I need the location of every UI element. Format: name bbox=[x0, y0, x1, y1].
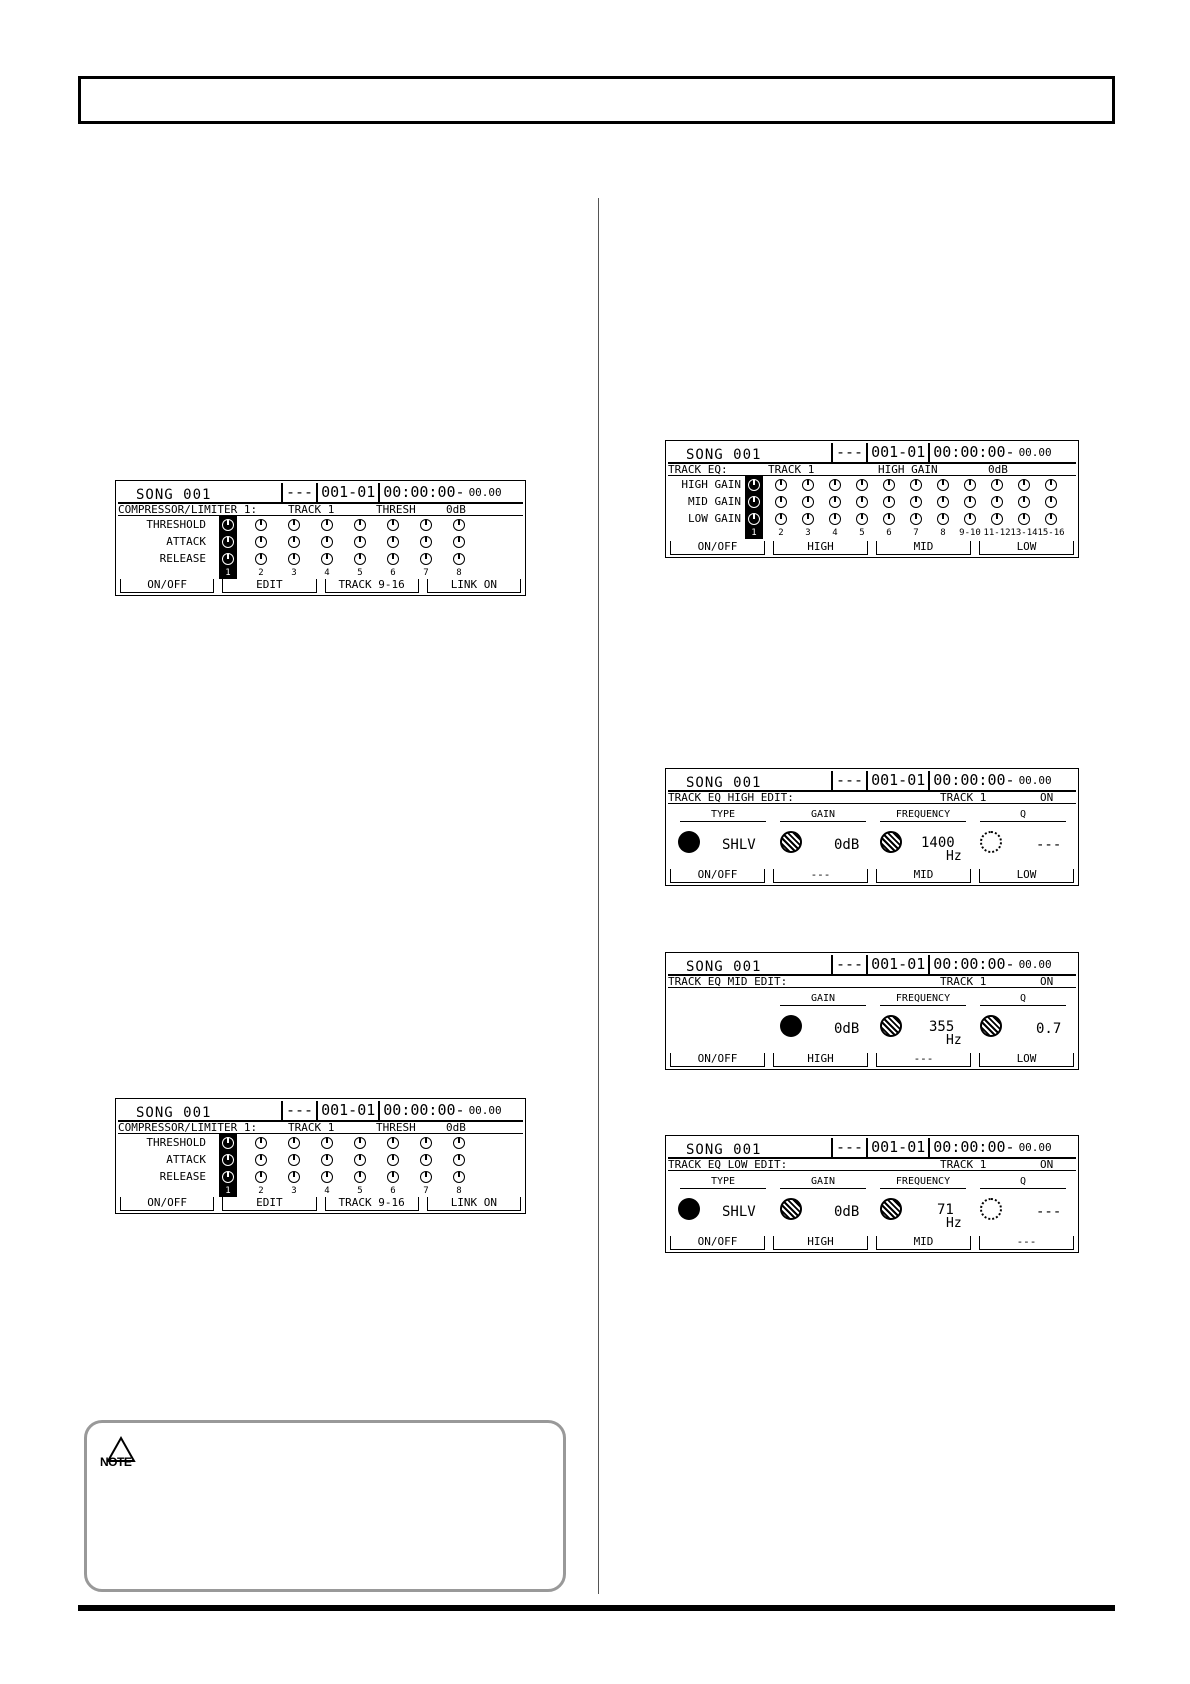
channel-knob-icon[interactable] bbox=[991, 513, 1003, 525]
channel-knob-icon[interactable] bbox=[964, 496, 976, 508]
channel-knob-icon[interactable] bbox=[453, 553, 465, 565]
q-header: Q bbox=[980, 1176, 1066, 1189]
channel-number: 3 bbox=[291, 568, 297, 578]
channel-knob-icon[interactable] bbox=[420, 1154, 432, 1166]
channel-knob-icon[interactable] bbox=[288, 519, 300, 531]
q-knob-icon[interactable] bbox=[980, 1198, 1002, 1220]
channel-knob-icon[interactable] bbox=[354, 1137, 366, 1149]
q-value: --- bbox=[1036, 1204, 1062, 1220]
row-label-3: RELEASE bbox=[159, 1170, 206, 1183]
gain-knob-icon[interactable] bbox=[780, 1015, 802, 1037]
fkey-1[interactable]: ON/OFF bbox=[120, 579, 214, 593]
channel-knob-icon[interactable] bbox=[883, 479, 895, 491]
gain-knob-icon[interactable] bbox=[780, 1198, 802, 1220]
timecode-display: 00:00:00- bbox=[378, 1101, 467, 1120]
row-label-1: THRESHOLD bbox=[146, 1136, 206, 1149]
channel-knob-icon[interactable] bbox=[856, 496, 868, 508]
channel-knob-icon[interactable] bbox=[222, 1154, 234, 1166]
fkey-4[interactable]: --- bbox=[979, 1236, 1074, 1250]
fkey-2[interactable]: HIGH bbox=[773, 1236, 868, 1250]
channel-knob-icon[interactable] bbox=[802, 513, 814, 525]
param-label: THRESH bbox=[376, 503, 416, 516]
function-key-bar bbox=[120, 1197, 521, 1211]
gain-header: GAIN bbox=[780, 993, 866, 1006]
fkey-2[interactable]: --- bbox=[773, 869, 868, 883]
channel-number: 13-14 bbox=[1010, 528, 1038, 538]
lcd-compressor-screen-1 bbox=[115, 480, 526, 596]
fkey-3[interactable]: TRACK 9-16 bbox=[325, 1197, 419, 1211]
channel-knob-icon[interactable] bbox=[748, 479, 760, 491]
channel-knob-icon[interactable] bbox=[856, 513, 868, 525]
subframe-display: 00.00 bbox=[468, 486, 502, 499]
channel-knob-icon[interactable] bbox=[1045, 513, 1057, 525]
param-value: 0dB bbox=[446, 1121, 466, 1134]
channel-number: 2 bbox=[778, 528, 784, 538]
frequency-knob-icon[interactable] bbox=[880, 1198, 902, 1220]
track-label: TRACK 1 bbox=[288, 1121, 335, 1134]
measure-display: 001-01 bbox=[316, 1101, 378, 1120]
channel-number: 1 bbox=[751, 528, 757, 538]
section-title: COMPRESSOR/LIMITER 1: bbox=[118, 1121, 258, 1134]
channel-knob-icon[interactable] bbox=[775, 513, 787, 525]
q-value: 0.7 bbox=[1036, 1021, 1062, 1037]
channel-knob-icon[interactable] bbox=[910, 496, 922, 508]
frequency-header: FREQUENCY bbox=[880, 809, 966, 822]
channel-number: 2 bbox=[258, 568, 264, 578]
channel-knob-icon[interactable] bbox=[255, 553, 267, 565]
channel-knob-icon[interactable] bbox=[883, 496, 895, 508]
channel-knob-icon[interactable] bbox=[420, 1171, 432, 1183]
frequency-unit: Hz bbox=[946, 1216, 962, 1231]
gain-value: 0dB bbox=[834, 1204, 860, 1220]
function-key-bar bbox=[670, 541, 1074, 555]
channel-knob-icon[interactable] bbox=[354, 1171, 366, 1183]
footer-rule bbox=[78, 1605, 1115, 1611]
song-name: SONG 001 bbox=[136, 1105, 212, 1121]
screen-title-line bbox=[668, 462, 1076, 476]
fkey-2[interactable]: EDIT bbox=[222, 579, 316, 593]
channel-knob-icon[interactable] bbox=[321, 519, 333, 531]
fkey-4[interactable]: LOW bbox=[979, 869, 1074, 883]
function-key-bar bbox=[670, 869, 1074, 883]
fkey-3[interactable]: TRACK 9-16 bbox=[325, 579, 419, 593]
channel-knob-icon[interactable] bbox=[354, 553, 366, 565]
function-key-bar bbox=[120, 579, 521, 593]
channel-knob-icon[interactable] bbox=[321, 1171, 333, 1183]
channel-knob-icon[interactable] bbox=[321, 536, 333, 548]
time-display bbox=[831, 955, 1055, 974]
channel-knob-icon[interactable] bbox=[222, 1171, 234, 1183]
channel-number: 5 bbox=[357, 568, 363, 578]
gain-header: GAIN bbox=[780, 809, 866, 822]
channel-knob-icon[interactable] bbox=[856, 479, 868, 491]
channel-knob-icon[interactable] bbox=[453, 536, 465, 548]
channel-knob-icon[interactable] bbox=[802, 479, 814, 491]
channel-knob-icon[interactable] bbox=[910, 513, 922, 525]
function-key-bar bbox=[670, 1236, 1074, 1250]
channel-knob-icon[interactable] bbox=[420, 519, 432, 531]
type-knob-icon[interactable] bbox=[678, 831, 700, 853]
q-knob-icon[interactable] bbox=[980, 831, 1002, 853]
subframe-display: 00.00 bbox=[1018, 958, 1052, 971]
channel-number: 4 bbox=[324, 568, 330, 578]
channel-knob-icon[interactable] bbox=[420, 553, 432, 565]
channel-number: 7 bbox=[423, 1186, 429, 1196]
marker-display: --- bbox=[281, 1101, 316, 1120]
marker-display: --- bbox=[831, 955, 866, 974]
channel-knob-icon[interactable] bbox=[387, 519, 399, 531]
track-label: TRACK 1 bbox=[940, 975, 987, 988]
channel-knob-icon[interactable] bbox=[387, 553, 399, 565]
channel-knob-icon[interactable] bbox=[748, 513, 760, 525]
channel-number: 8 bbox=[940, 528, 946, 538]
gain-header: GAIN bbox=[780, 1176, 866, 1189]
channel-knob-icon[interactable] bbox=[387, 536, 399, 548]
channel-number: 11-12 bbox=[983, 528, 1011, 538]
lcd-track-eq-high-edit bbox=[665, 768, 1079, 886]
timecode-display: 00:00:00- bbox=[928, 771, 1017, 790]
frequency-value: 71 bbox=[937, 1202, 954, 1218]
param-value: 0dB bbox=[446, 503, 466, 516]
timecode-display: 00:00:00- bbox=[928, 443, 1017, 462]
track-label: TRACK 1 bbox=[768, 463, 815, 476]
type-value: SHLV bbox=[722, 1204, 756, 1220]
channel-knob-icon[interactable] bbox=[420, 536, 432, 548]
song-name: SONG 001 bbox=[686, 447, 762, 463]
channel-knob-icon[interactable] bbox=[222, 519, 234, 531]
eq-status: ON bbox=[1040, 975, 1054, 988]
q-value: --- bbox=[1036, 837, 1062, 853]
channel-number: 15-16 bbox=[1037, 528, 1065, 538]
measure-display: 001-01 bbox=[866, 443, 928, 462]
frequency-header: FREQUENCY bbox=[880, 1176, 966, 1189]
channel-number: 3 bbox=[291, 1186, 297, 1196]
fkey-1[interactable]: ON/OFF bbox=[670, 1236, 765, 1250]
lcd-track-eq-mid-edit bbox=[665, 952, 1079, 1070]
screen-title-line bbox=[118, 1120, 523, 1134]
channel-number: 6 bbox=[886, 528, 892, 538]
song-name: SONG 001 bbox=[686, 959, 762, 975]
measure-display: 001-01 bbox=[866, 1138, 928, 1157]
channel-number: 9-10 bbox=[959, 528, 981, 538]
row-label-3: LOW GAIN bbox=[688, 512, 741, 525]
timecode-display: 00:00:00- bbox=[928, 1138, 1017, 1157]
track-label: TRACK 1 bbox=[288, 503, 335, 516]
frequency-unit: Hz bbox=[946, 849, 962, 864]
row-label-2: ATTACK bbox=[166, 535, 206, 548]
param-value: 0dB bbox=[988, 463, 1008, 476]
timecode-display: 00:00:00- bbox=[378, 483, 467, 502]
frequency-header: FREQUENCY bbox=[880, 993, 966, 1006]
channel-knob-icon[interactable] bbox=[354, 519, 366, 531]
gain-value: 0dB bbox=[834, 837, 860, 853]
note-label: NOTE bbox=[100, 1455, 132, 1469]
fkey-1[interactable]: ON/OFF bbox=[670, 541, 765, 555]
channel-knob-icon[interactable] bbox=[288, 1137, 300, 1149]
channel-number: 8 bbox=[456, 568, 462, 578]
screen-title-line bbox=[668, 790, 1076, 804]
channel-knob-icon[interactable] bbox=[453, 1171, 465, 1183]
time-display bbox=[831, 771, 1055, 790]
q-knob-icon[interactable] bbox=[980, 1015, 1002, 1037]
type-header: TYPE bbox=[680, 1176, 766, 1189]
channel-number: 3 bbox=[805, 528, 811, 538]
time-display bbox=[831, 443, 1055, 462]
channel-knob-icon[interactable] bbox=[453, 1154, 465, 1166]
channel-knob-icon[interactable] bbox=[775, 479, 787, 491]
channel-knob-icon[interactable] bbox=[453, 1137, 465, 1149]
param-label: HIGH GAIN bbox=[878, 463, 938, 476]
frequency-knob-icon[interactable] bbox=[880, 1015, 902, 1037]
channel-knob-icon[interactable] bbox=[255, 536, 267, 548]
column-divider bbox=[598, 198, 599, 1594]
channel-knob-icon[interactable] bbox=[991, 479, 1003, 491]
fkey-2[interactable]: HIGH bbox=[773, 1053, 868, 1067]
channel-number: 4 bbox=[832, 528, 838, 538]
channel-knob-icon[interactable] bbox=[910, 479, 922, 491]
time-display bbox=[831, 1138, 1055, 1157]
frequency-unit: Hz bbox=[946, 1033, 962, 1048]
fkey-3[interactable]: MID bbox=[876, 541, 971, 555]
subframe-display: 00.00 bbox=[468, 1104, 502, 1117]
section-title: COMPRESSOR/LIMITER 1: bbox=[118, 503, 258, 516]
channel-number: 7 bbox=[913, 528, 919, 538]
channel-knob-icon[interactable] bbox=[937, 513, 949, 525]
lcd-track-eq-overview bbox=[665, 440, 1079, 558]
channel-knob-icon[interactable] bbox=[222, 536, 234, 548]
channel-number: 6 bbox=[390, 1186, 396, 1196]
channel-knob-icon[interactable] bbox=[255, 1171, 267, 1183]
channel-knob-icon[interactable] bbox=[964, 479, 976, 491]
channel-knob-icon[interactable] bbox=[1018, 513, 1030, 525]
timecode-display: 00:00:00- bbox=[928, 955, 1017, 974]
marker-display: --- bbox=[831, 771, 866, 790]
channel-knob-icon[interactable] bbox=[829, 496, 841, 508]
fkey-3[interactable]: --- bbox=[876, 1053, 971, 1067]
fkey-4[interactable]: LINK ON bbox=[427, 579, 521, 593]
channel-number: 1 bbox=[225, 1186, 231, 1196]
channel-knob-icon[interactable] bbox=[937, 479, 949, 491]
channel-number: 7 bbox=[423, 568, 429, 578]
track-label: TRACK 1 bbox=[940, 791, 987, 804]
section-title: TRACK EQ LOW EDIT: bbox=[668, 1158, 788, 1171]
section-title: TRACK EQ: bbox=[668, 463, 728, 476]
fkey-4[interactable]: LOW bbox=[979, 1053, 1074, 1067]
channel-knob-icon[interactable] bbox=[321, 1154, 333, 1166]
channel-number: 1 bbox=[225, 568, 231, 578]
measure-display: 001-01 bbox=[866, 771, 928, 790]
channel-knob-icon[interactable] bbox=[288, 536, 300, 548]
time-display bbox=[281, 483, 505, 502]
channel-knob-icon[interactable] bbox=[937, 496, 949, 508]
gain-value: 0dB bbox=[834, 1021, 860, 1037]
channel-knob-icon[interactable] bbox=[387, 1137, 399, 1149]
subframe-display: 00.00 bbox=[1018, 774, 1052, 787]
type-header: TYPE bbox=[680, 809, 766, 822]
channel-knob-icon[interactable] bbox=[288, 553, 300, 565]
channel-knob-icon[interactable] bbox=[288, 1154, 300, 1166]
song-name: SONG 001 bbox=[686, 1142, 762, 1158]
channel-knob-icon[interactable] bbox=[883, 513, 895, 525]
channel-knob-icon[interactable] bbox=[775, 496, 787, 508]
channel-knob-icon[interactable] bbox=[420, 1137, 432, 1149]
type-value: SHLV bbox=[722, 837, 756, 853]
track-label: TRACK 1 bbox=[940, 1158, 987, 1171]
q-header: Q bbox=[980, 809, 1066, 822]
q-header: Q bbox=[980, 993, 1066, 1006]
channel-knob-icon[interactable] bbox=[829, 513, 841, 525]
channel-knob-icon[interactable] bbox=[255, 519, 267, 531]
subframe-display: 00.00 bbox=[1018, 1141, 1052, 1154]
marker-display: --- bbox=[831, 1138, 866, 1157]
channel-knob-icon[interactable] bbox=[321, 1137, 333, 1149]
fkey-1[interactable]: ON/OFF bbox=[670, 1053, 765, 1067]
channel-knob-icon[interactable] bbox=[1045, 479, 1057, 491]
fkey-1[interactable]: ON/OFF bbox=[120, 1197, 214, 1211]
channel-number: 5 bbox=[357, 1186, 363, 1196]
song-name: SONG 001 bbox=[686, 775, 762, 791]
channel-knob-icon[interactable] bbox=[222, 1137, 234, 1149]
channel-number: 6 bbox=[390, 568, 396, 578]
channel-knob-icon[interactable] bbox=[255, 1137, 267, 1149]
screen-title-line bbox=[118, 502, 523, 516]
channel-knob-icon[interactable] bbox=[222, 553, 234, 565]
channel-knob-icon[interactable] bbox=[255, 1154, 267, 1166]
param-label: THRESH bbox=[376, 1121, 416, 1134]
eq-status: ON bbox=[1040, 791, 1054, 804]
frequency-value: 355 bbox=[929, 1019, 955, 1035]
channel-knob-icon[interactable] bbox=[387, 1154, 399, 1166]
channel-knob-icon[interactable] bbox=[991, 496, 1003, 508]
fkey-2[interactable]: EDIT bbox=[222, 1197, 316, 1211]
subframe-display: 00.00 bbox=[1018, 446, 1052, 459]
eq-status: ON bbox=[1040, 1158, 1054, 1171]
channel-knob-icon[interactable] bbox=[1018, 479, 1030, 491]
lcd-track-eq-low-edit bbox=[665, 1135, 1079, 1253]
channel-knob-icon[interactable] bbox=[829, 479, 841, 491]
channel-knob-icon[interactable] bbox=[387, 1171, 399, 1183]
measure-display: 001-01 bbox=[316, 483, 378, 502]
note-box bbox=[84, 1420, 566, 1592]
channel-knob-icon[interactable] bbox=[1018, 496, 1030, 508]
row-label-3: RELEASE bbox=[159, 552, 206, 565]
channel-knob-icon[interactable] bbox=[964, 513, 976, 525]
song-name: SONG 001 bbox=[136, 487, 212, 503]
frequency-knob-icon[interactable] bbox=[880, 831, 902, 853]
fkey-1[interactable]: ON/OFF bbox=[670, 869, 765, 883]
section-title: TRACK EQ HIGH EDIT: bbox=[668, 791, 794, 804]
screen-title-line bbox=[668, 974, 1076, 988]
channel-number: 8 bbox=[456, 1186, 462, 1196]
fkey-3[interactable]: MID bbox=[876, 1236, 971, 1250]
page-title-frame bbox=[78, 76, 1115, 124]
function-key-bar bbox=[670, 1053, 1074, 1067]
channel-knob-icon[interactable] bbox=[453, 519, 465, 531]
channel-knob-icon[interactable] bbox=[288, 1171, 300, 1183]
channel-number: 4 bbox=[324, 1186, 330, 1196]
channel-knob-icon[interactable] bbox=[354, 536, 366, 548]
channel-knob-icon[interactable] bbox=[354, 1154, 366, 1166]
section-title: TRACK EQ MID EDIT: bbox=[668, 975, 788, 988]
channel-number: 5 bbox=[859, 528, 865, 538]
fkey-2[interactable]: HIGH bbox=[773, 541, 868, 555]
fkey-3[interactable]: MID bbox=[876, 869, 971, 883]
screen-title-line bbox=[668, 1157, 1076, 1171]
fkey-4[interactable]: LOW bbox=[979, 541, 1074, 555]
row-label-2: MID GAIN bbox=[688, 495, 741, 508]
channel-knob-icon[interactable] bbox=[321, 553, 333, 565]
channel-knob-icon[interactable] bbox=[1045, 496, 1057, 508]
fkey-4[interactable]: LINK ON bbox=[427, 1197, 521, 1211]
marker-display: --- bbox=[281, 483, 316, 502]
measure-display: 001-01 bbox=[866, 955, 928, 974]
channel-knob-icon[interactable] bbox=[802, 496, 814, 508]
time-display bbox=[281, 1101, 505, 1120]
row-label-1: HIGH GAIN bbox=[681, 478, 741, 491]
row-label-2: ATTACK bbox=[166, 1153, 206, 1166]
channel-number: 2 bbox=[258, 1186, 264, 1196]
type-knob-icon[interactable] bbox=[678, 1198, 700, 1220]
gain-knob-icon[interactable] bbox=[780, 831, 802, 853]
channel-knob-icon[interactable] bbox=[748, 496, 760, 508]
lcd-compressor-screen-2 bbox=[115, 1098, 526, 1214]
row-label-1: THRESHOLD bbox=[146, 518, 206, 531]
marker-display: --- bbox=[831, 443, 866, 462]
frequency-value: 1400 bbox=[921, 835, 955, 851]
